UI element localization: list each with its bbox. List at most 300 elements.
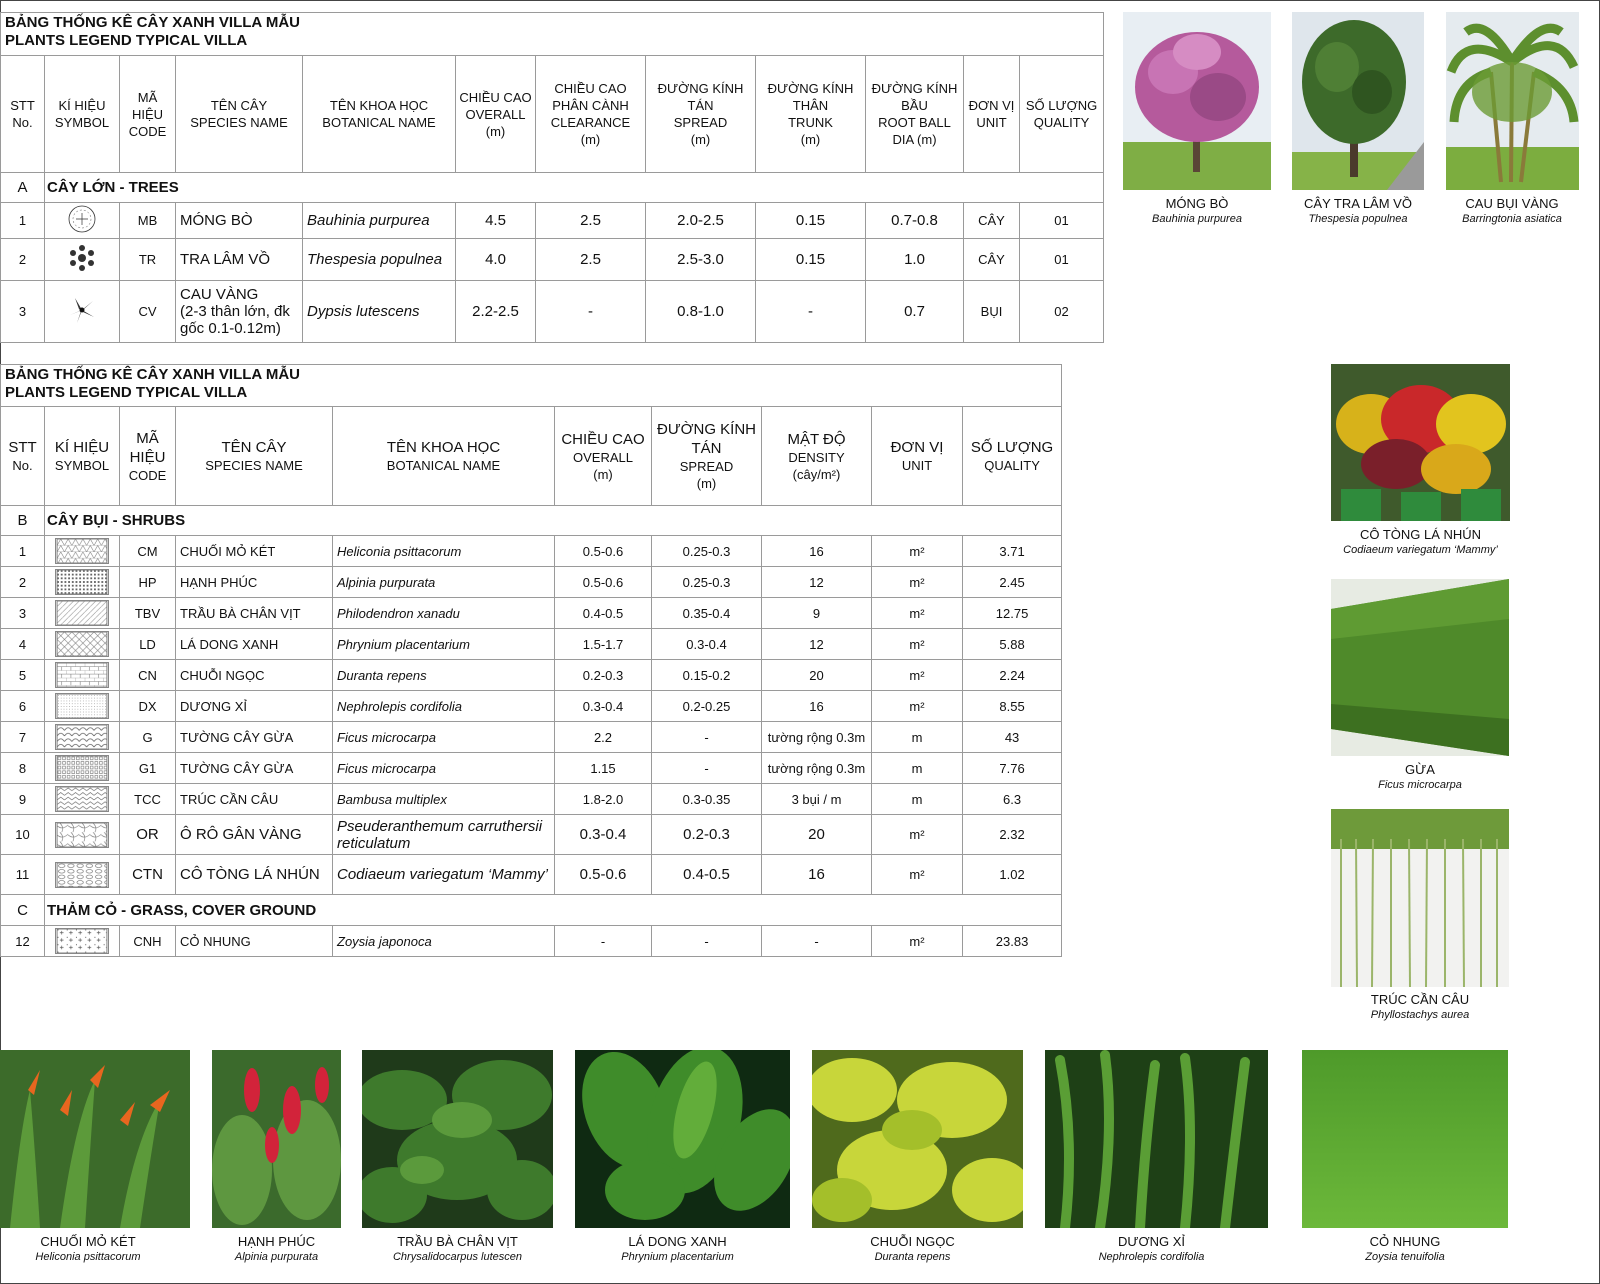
row-height: 0.5-0.6 [555, 536, 652, 567]
header-cell [120, 56, 176, 173]
caption-name: CAU BỤI VÀNG [1465, 196, 1559, 211]
header-cell [176, 407, 333, 506]
tree-symbol-icon [45, 281, 120, 343]
header-line: TÊN KHOA HỌC [329, 98, 429, 113]
table-row [1, 567, 1062, 598]
row-qty: 2.45 [963, 567, 1062, 598]
row-code: MB [120, 203, 176, 239]
row-no: 9 [1, 784, 45, 815]
caption-sci: Barringtonia asiatica [1462, 213, 1562, 225]
caption-name: MÓNG BÒ [1165, 196, 1229, 211]
row-unit: m [872, 722, 963, 753]
header-line: ROOT BALL [878, 115, 951, 130]
caption-name: CHUỖI NGỌC [870, 1234, 955, 1249]
header-line: (cây/m²) [792, 466, 841, 482]
table-row [1, 784, 1062, 815]
row-density: tường rộng 0.3m [762, 722, 872, 753]
row-qty: 1.02 [963, 855, 1062, 895]
row-unit: m² [872, 926, 963, 957]
table-row [1, 926, 1062, 957]
header-cell [652, 407, 762, 506]
shrubs-header-row [1, 407, 1062, 506]
caption-name: LÁ DONG XANH [628, 1234, 727, 1249]
row-spread: 0.25-0.3 [652, 567, 762, 598]
hatch-symbol-icon [45, 629, 120, 660]
header-line: QUALITY [984, 458, 1040, 473]
hatch-symbol-icon [45, 536, 120, 567]
header-line: STT [8, 439, 37, 456]
photo-truc-can-cau [1331, 809, 1509, 987]
row-no: 12 [1, 926, 45, 957]
caption-sci: Nephrolepis cordifolia [1098, 1251, 1205, 1263]
photo-co-tong-la-nhun [1331, 364, 1510, 521]
trees-legend-table [0, 12, 1104, 343]
header-line: QUALITY [1033, 115, 1090, 130]
header-cell [456, 56, 536, 173]
header-line: CHIỀU CAO [459, 89, 532, 105]
row-spread: 2.0-2.5 [646, 203, 756, 239]
row-qty: 01 [1020, 203, 1104, 239]
photo-chuoi-ngoc [812, 1050, 1023, 1228]
table-row [1, 598, 1062, 629]
row-code: CV [120, 281, 176, 343]
header-line: ĐƯỜNG KÍNH BẦU [871, 81, 958, 113]
table-row [1, 753, 1062, 784]
row-no: 1 [1, 536, 45, 567]
header-line: SPECIES NAME [190, 115, 288, 130]
caption-name: HẠNH PHÚC [237, 1234, 316, 1249]
row-botanical-name: Duranta repens [333, 660, 555, 691]
header-cell [45, 56, 120, 173]
photo-cau-bui-vang [1446, 12, 1579, 190]
caption-name: CHUỐI MỎ KÉT [40, 1234, 136, 1249]
caption-name: DƯƠNG XỈ [1117, 1234, 1186, 1249]
row-botanical-name: Thespesia populnea [303, 239, 456, 281]
header-line: BOTANICAL NAME [322, 115, 436, 130]
row-botanical-name: Bauhinia purpurea [303, 203, 456, 239]
row-density: 20 [762, 660, 872, 691]
header-cell [45, 407, 120, 506]
row-botanical-name: Alpinia purpurata [333, 567, 555, 598]
section-b-label: CÂY BỤI - SHRUBS [45, 506, 1062, 536]
row-botanical-name: Ficus microcarpa [333, 722, 555, 753]
caption-name: CÔ TÒNG LÁ NHÚN [1359, 527, 1482, 542]
shrubs-title-vi: BẢNG THỐNG KÊ CÂY XANH VILLA MẪU [5, 366, 301, 383]
caption-sci: Phrynium placentarium [621, 1251, 734, 1263]
caption-sci: Thespesia populnea [1308, 213, 1408, 225]
row-height: 1.5-1.7 [555, 629, 652, 660]
row-no: 6 [1, 691, 45, 722]
trees-table-title [1, 13, 1104, 56]
row-density: 3 bụi / m [762, 784, 872, 815]
header-line: DENSITY [788, 449, 845, 465]
row-code: HP [120, 567, 176, 598]
caption-name: GỪA [1405, 762, 1435, 777]
row-species-name: CHUỖI NGỌC [176, 660, 333, 691]
caption-sci: Alpinia purpurata [234, 1251, 319, 1263]
header-line: SPREAD [679, 459, 734, 474]
row-rootball: 0.7 [866, 281, 964, 343]
row-spread: 0.35-0.4 [652, 598, 762, 629]
row-unit: m² [872, 629, 963, 660]
header-line: SỐ LƯỢNG [970, 439, 1054, 456]
row-unit: m [872, 753, 963, 784]
row-qty: 3.71 [963, 536, 1062, 567]
row-no: 10 [1, 815, 45, 855]
row-density: 12 [762, 567, 872, 598]
row-rootball: 1.0 [866, 239, 964, 281]
row-botanical-name: Codiaeum variegatum ‘Mammy’ [333, 855, 555, 895]
row-species-name: MÓNG BÒ [176, 203, 303, 239]
header-line: (m) [696, 476, 717, 491]
hatch-symbol-icon [45, 753, 120, 784]
header-line: ĐƯỜNG KÍNH TÁN [656, 421, 756, 457]
caption-sci: Zoysia tenuifolia [1365, 1251, 1445, 1263]
row-height: - [555, 926, 652, 957]
header-line: SPREAD [673, 115, 728, 130]
row-botanical-name: Phrynium placentarium [333, 629, 555, 660]
table-row [1, 203, 1104, 239]
row-density: 9 [762, 598, 872, 629]
header-line: MÃ HIỆU [129, 429, 166, 466]
hatch-symbol-icon [45, 815, 120, 855]
row-species-name: TƯỜNG CÂY GỪA [176, 753, 333, 784]
header-line: TÊN CÂY [210, 98, 268, 113]
row-spread: 0.3-0.4 [652, 629, 762, 660]
row-clearance: 2.5 [536, 203, 646, 239]
row-code: LD [120, 629, 176, 660]
header-line: (m) [800, 132, 821, 147]
header-line: ĐƯỜNG KÍNH TÁN [657, 81, 744, 113]
row-botanical-name: Philodendron xanadu [333, 598, 555, 629]
row-qty: 2.24 [963, 660, 1062, 691]
row-unit: m² [872, 691, 963, 722]
caption-name: CÂY TRA LÂM VỒ [1304, 196, 1412, 211]
row-height: 0.5-0.6 [555, 567, 652, 598]
section-a-label: CÂY LỚN - TREES [45, 173, 1104, 203]
row-rootball: 0.7-0.8 [866, 203, 964, 239]
row-species-name: TRẦU BÀ CHÂN VỊT [176, 598, 333, 629]
header-cell [964, 56, 1020, 173]
header-cell [176, 56, 303, 173]
row-botanical-name: Nephrolepis cordifolia [333, 691, 555, 722]
header-line: SPECIES NAME [205, 458, 303, 473]
row-species-name: DƯƠNG XỈ [176, 691, 333, 722]
header-line: TÊN KHOA HỌC [386, 439, 501, 456]
row-height: 0.4-0.5 [555, 598, 652, 629]
caption-sci: Chrysalidocarpus lutescen [392, 1251, 522, 1263]
row-height: 1.8-2.0 [555, 784, 652, 815]
trees-title-en: PLANTS LEGEND TYPICAL VILLA [5, 32, 248, 49]
row-spread: 0.3-0.35 [652, 784, 762, 815]
caption-sci: Bauhinia purpurea [1152, 213, 1242, 225]
row-no: 3 [1, 281, 45, 343]
photo-la-dong-xanh [575, 1050, 790, 1228]
header-line: BOTANICAL NAME [386, 458, 501, 473]
row-qty: 2.32 [963, 815, 1062, 855]
row-species-name: HẠNH PHÚC [176, 567, 333, 598]
row-spread: - [652, 753, 762, 784]
row-density: 16 [762, 536, 872, 567]
row-spread: 0.2-0.3 [652, 815, 762, 855]
header-line: OVERALL [465, 106, 526, 122]
row-height: 2.2-2.5 [456, 281, 536, 343]
row-height: 2.2 [555, 722, 652, 753]
row-species-name: CỎ NHUNG [176, 926, 333, 957]
header-line: CHIỀU CAO PHÂN CÀNH [552, 81, 629, 113]
row-no: 8 [1, 753, 45, 784]
photo-co-nhung [1302, 1050, 1508, 1228]
section-c-id: C [1, 895, 45, 926]
shrubs-title-en: PLANTS LEGEND TYPICAL VILLA [5, 384, 248, 401]
row-spread: - [652, 926, 762, 957]
row-density: tường rộng 0.3m [762, 753, 872, 784]
photo-chuoi-mo-ket [0, 1050, 190, 1228]
header-line: CODE [128, 467, 167, 483]
row-code: CNH [120, 926, 176, 957]
table-row [1, 815, 1062, 855]
header-cell [646, 56, 756, 173]
row-botanical-name: Pseuderanthemum carruthersii reticulatum [333, 815, 555, 855]
row-species-name: Ô RÔ GÂN VÀNG [176, 815, 333, 855]
row-spread: 0.2-0.25 [652, 691, 762, 722]
row-species-name: TRÚC CẦN CÂU [176, 784, 333, 815]
row-unit: m [872, 784, 963, 815]
header-line: ĐƠN VỊ [968, 98, 1015, 113]
tree-symbol-icon [45, 203, 120, 239]
caption-sci: Ficus microcarpa [1378, 779, 1462, 791]
header-line: (m) [593, 466, 613, 482]
table-row [1, 536, 1062, 567]
row-density: - [762, 926, 872, 957]
row-density: 12 [762, 629, 872, 660]
shrubs-legend-table [0, 364, 1062, 957]
header-line: ĐƠN VỊ [890, 439, 944, 456]
header-line: No. [12, 115, 33, 130]
shrubs-table-title [1, 365, 1062, 407]
row-no: 7 [1, 722, 45, 753]
row-spread: 2.5-3.0 [646, 239, 756, 281]
row-species-name: LÁ DONG XANH [176, 629, 333, 660]
row-trunk: - [756, 281, 866, 343]
row-spread: 0.4-0.5 [652, 855, 762, 895]
table-row [1, 239, 1104, 281]
header-cell [762, 407, 872, 506]
header-cell [756, 56, 866, 173]
row-botanical-name: Ficus microcarpa [333, 753, 555, 784]
row-height: 0.2-0.3 [555, 660, 652, 691]
tree-symbol-icon [45, 239, 120, 281]
header-line: SỐ LƯỢNG [1025, 98, 1098, 113]
row-unit: BỤI [964, 281, 1020, 343]
row-spread: 0.8-1.0 [646, 281, 756, 343]
photo-duong-xi [1045, 1050, 1268, 1228]
row-height: 4.5 [456, 203, 536, 239]
row-height: 4.0 [456, 239, 536, 281]
photo-tra-lam-vo [1292, 12, 1424, 190]
row-density: 16 [762, 691, 872, 722]
caption-name: CỎ NHUNG [1369, 1234, 1441, 1249]
header-line: MẬT ĐỘ [787, 430, 846, 448]
header-line: KÍ HIỆU [58, 98, 106, 113]
row-botanical-name: Heliconia psittacorum [333, 536, 555, 567]
row-unit: m² [872, 536, 963, 567]
row-no: 5 [1, 660, 45, 691]
photo-gua [1331, 579, 1509, 756]
row-code: TCC [120, 784, 176, 815]
header-line: UNIT [976, 115, 1007, 130]
hatch-symbol-icon [45, 784, 120, 815]
section-c-label: THẢM CỎ - GRASS, COVER GROUND [45, 895, 1062, 926]
row-unit: m² [872, 567, 963, 598]
header-line: OVERALL [573, 449, 633, 465]
trees-header-row [1, 56, 1104, 173]
header-cell [120, 407, 176, 506]
table-row [1, 629, 1062, 660]
row-spread: 0.25-0.3 [652, 536, 762, 567]
row-trunk: 0.15 [756, 239, 866, 281]
row-density: 16 [762, 855, 872, 895]
row-spread: 0.15-0.2 [652, 660, 762, 691]
section-a-id: A [1, 173, 45, 203]
row-species-name: TRA LÂM VỒ [176, 239, 303, 281]
header-line: DIA (m) [892, 132, 937, 147]
row-spread: - [652, 722, 762, 753]
header-line: No. [12, 458, 33, 473]
header-cell [866, 56, 964, 173]
row-height: 0.3-0.4 [555, 691, 652, 722]
row-code: G1 [120, 753, 176, 784]
caption-sci: Codiaeum variegatum ‘Mammy’ [1343, 544, 1498, 556]
header-cell [536, 56, 646, 173]
header-line: MÃ HIỆU [131, 89, 164, 122]
row-unit: m² [872, 855, 963, 895]
row-unit: CÂY [964, 239, 1020, 281]
row-unit: CÂY [964, 203, 1020, 239]
table-row [1, 281, 1104, 343]
header-line: CHIỀU CAO [561, 430, 645, 448]
row-clearance: 2.5 [536, 239, 646, 281]
hatch-symbol-icon [45, 855, 120, 895]
photo-trau-ba-chan-vit [362, 1050, 553, 1228]
row-no: 2 [1, 239, 45, 281]
row-height: 0.5-0.6 [555, 855, 652, 895]
header-cell [303, 56, 456, 173]
caption-name: TRÚC CẦN CÂU [1370, 992, 1470, 1007]
row-qty: 6.3 [963, 784, 1062, 815]
hatch-symbol-icon [45, 660, 120, 691]
header-line: STT [10, 98, 35, 113]
hatch-symbol-icon [45, 567, 120, 598]
row-code: DX [120, 691, 176, 722]
row-code: CTN [120, 855, 176, 895]
row-unit: m² [872, 598, 963, 629]
header-line: (m) [580, 132, 601, 147]
header-cell [1, 56, 45, 173]
row-code: CM [120, 536, 176, 567]
row-species-name: CHUỐI MỎ KÉT [176, 536, 333, 567]
header-line: SYMBOL [54, 458, 110, 473]
row-height: 1.15 [555, 753, 652, 784]
row-qty: 43 [963, 722, 1062, 753]
row-clearance: - [536, 281, 646, 343]
row-height: 0.3-0.4 [555, 815, 652, 855]
row-no: 2 [1, 567, 45, 598]
row-density: 20 [762, 815, 872, 855]
header-cell [963, 407, 1062, 506]
row-code: TBV [120, 598, 176, 629]
header-cell [333, 407, 555, 506]
hatch-symbol-icon [45, 722, 120, 753]
caption-name: TRẦU BÀ CHÂN VỊT [397, 1234, 518, 1249]
row-no: 4 [1, 629, 45, 660]
row-trunk: 0.15 [756, 203, 866, 239]
header-line: TÊN CÂY [221, 439, 287, 456]
row-qty: 02 [1020, 281, 1104, 343]
row-botanical-name: Zoysia japonoca [333, 926, 555, 957]
caption-sci: Phyllostachys aurea [1370, 1009, 1470, 1021]
table-row [1, 691, 1062, 722]
photo-mong-bo [1123, 12, 1271, 190]
section-b-id: B [1, 506, 45, 536]
row-qty: 8.55 [963, 691, 1062, 722]
header-line: UNIT [901, 458, 933, 473]
header-cell [555, 407, 652, 506]
table-row [1, 855, 1062, 895]
row-botanical-name: Dypsis lutescens [303, 281, 456, 343]
header-line: CLEARANCE [550, 115, 631, 130]
photo-hanh-phuc [212, 1050, 341, 1228]
row-qty: 23.83 [963, 926, 1062, 957]
header-line: KÍ HIỆU [54, 439, 110, 456]
row-code: TR [120, 239, 176, 281]
row-botanical-name: Bambusa multiplex [333, 784, 555, 815]
row-code: G [120, 722, 176, 753]
hatch-symbol-icon [45, 691, 120, 722]
header-line: SYMBOL [54, 115, 110, 130]
row-species-name: TƯỜNG CÂY GỪA [176, 722, 333, 753]
trees-title-vi: BẢNG THỐNG KÊ CÂY XANH VILLA MẪU [5, 14, 301, 31]
row-qty: 7.76 [963, 753, 1062, 784]
row-unit: m² [872, 815, 963, 855]
row-no: 3 [1, 598, 45, 629]
header-line: CODE [128, 123, 167, 139]
caption-sci: Heliconia psittacorum [35, 1251, 141, 1263]
header-line: ĐƯỜNG KÍNH THÂN [767, 81, 854, 113]
header-cell [872, 407, 963, 506]
header-cell [1020, 56, 1104, 173]
hatch-symbol-icon [45, 926, 120, 957]
header-line: TRUNK [788, 115, 833, 130]
table-row [1, 660, 1062, 691]
header-line: (m) [690, 132, 711, 147]
header-cell [1, 407, 45, 506]
row-species-name: CÔ TÒNG LÁ NHÚN [176, 855, 333, 895]
row-qty: 12.75 [963, 598, 1062, 629]
row-code: CN [120, 660, 176, 691]
caption-sci: Duranta repens [874, 1251, 951, 1263]
row-unit: m² [872, 660, 963, 691]
header-line: (m) [485, 123, 506, 139]
row-species-name: CAU VÀNG (2-3 thân lớn, đk gốc 0.1-0.12m) [176, 281, 303, 343]
row-no: 11 [1, 855, 45, 895]
row-code: OR [120, 815, 176, 855]
row-qty: 01 [1020, 239, 1104, 281]
row-no: 1 [1, 203, 45, 239]
hatch-symbol-icon [45, 598, 120, 629]
table-row [1, 722, 1062, 753]
row-qty: 5.88 [963, 629, 1062, 660]
